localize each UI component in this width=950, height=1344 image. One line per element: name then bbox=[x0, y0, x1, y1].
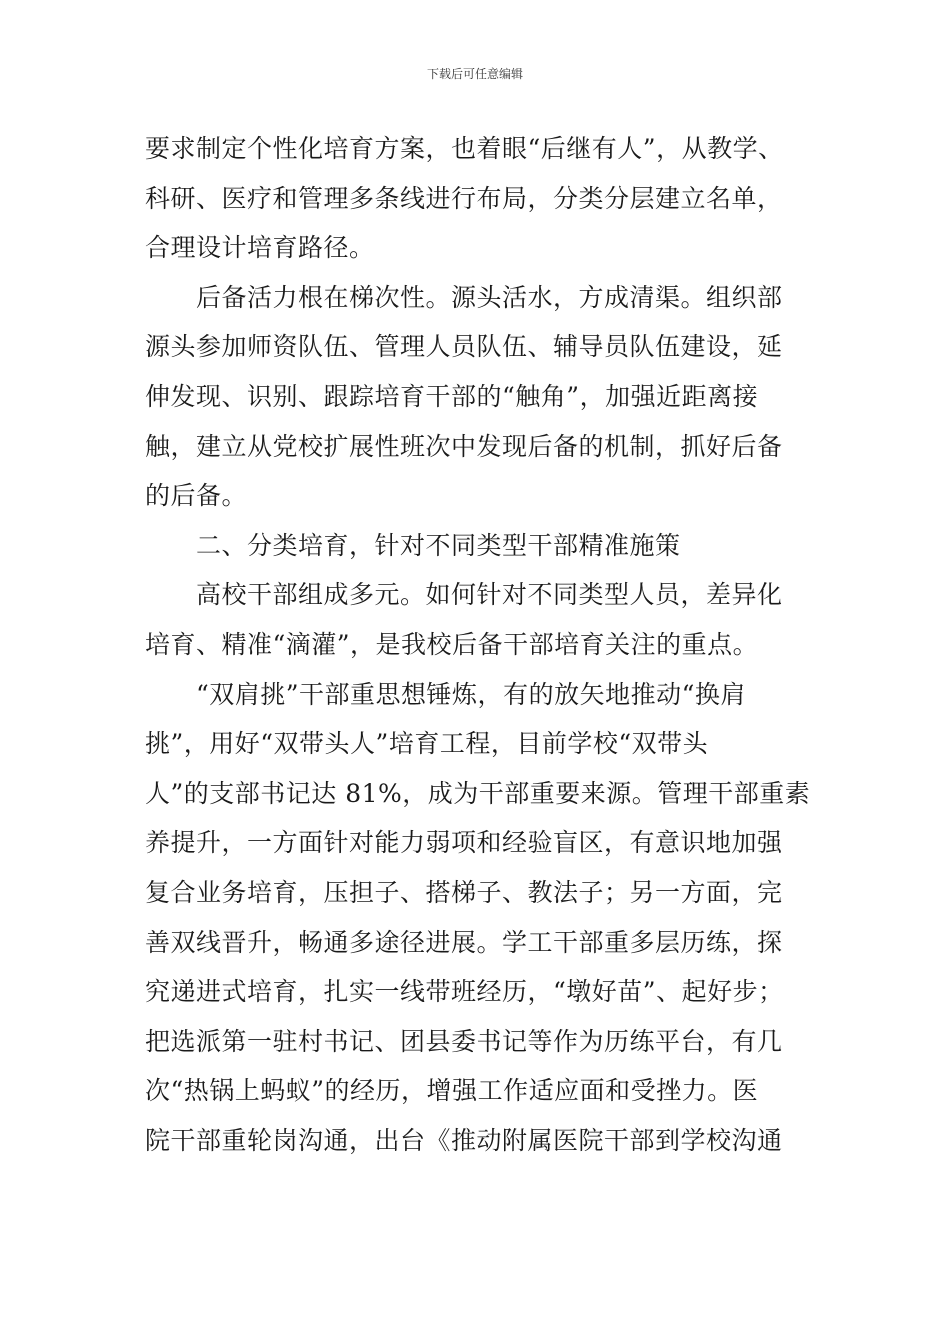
text-line: 善双线晋升，畅通多途径进展。学工干部重多层历练，探 bbox=[145, 927, 783, 957]
text-line: 把选派第一驻村书记、团县委书记等作为历练平台，有几 bbox=[145, 1026, 783, 1056]
text-line: 高校干部组成多元。如何针对不同类型人员，差异化 bbox=[196, 580, 783, 610]
document-body bbox=[145, 124, 825, 1165]
section-heading: 二、分类培育，针对不同类型干部精准施策 bbox=[196, 530, 681, 560]
text-line: 究递进式培育，扎实一线带班经历，“墩好苗”、起好步； bbox=[145, 977, 784, 1007]
text-line: 次“热锅上蚂蚁”的经历，增强工作适应面和受挫力。医 bbox=[145, 1076, 759, 1106]
text-line: 合理设计培育路径。 bbox=[145, 233, 375, 263]
text-line: 要求制定个性化培育方案，也着眼“后继有人”，从教学、 bbox=[145, 134, 784, 163]
text-line: 触，建立从党校扩展性班次中发现后备的机制，抓好后备 bbox=[145, 431, 783, 461]
text-line: “双肩挑”干部重思想锤炼，有的放矢地推动“换肩 bbox=[196, 679, 746, 709]
text-line: 源头参加师资队伍、管理人员队伍、辅导员队伍建设，延 bbox=[145, 332, 783, 362]
text-line: 培育、精准“滴灌”，是我校后备干部培育关注的重点。 bbox=[145, 629, 759, 659]
text-line: 人”的支部书记达 81%，成为干部重要来源。管理干部重素 bbox=[145, 778, 811, 808]
text-line: 伸发现、识别、跟踪培育干部的“触角”，加强近距离接 bbox=[145, 381, 759, 411]
text-line: 后备活力根在梯次性。源头活水，方成清渠。组织部 bbox=[196, 282, 783, 312]
text-line: 院干部重轮岗沟通，出台《推动附属医院干部到学校沟通 bbox=[145, 1125, 783, 1155]
text-line: 挑”，用好“双带头人”培育工程，目前学校“双带头 bbox=[145, 729, 709, 759]
text-line: 科研、医疗和管理多条线进行布局，分类分层建立名单， bbox=[145, 183, 783, 213]
text-line: 的后备。 bbox=[145, 481, 248, 511]
text-line: 养提升，一方面针对能力弱项和经验盲区，有意识地加强 bbox=[145, 828, 783, 858]
page-header-caption: 下载后可任意编辑 bbox=[426, 67, 523, 81]
text-line: 复合业务培育，压担子、搭梯子、教法子；另一方面，完 bbox=[145, 877, 783, 907]
